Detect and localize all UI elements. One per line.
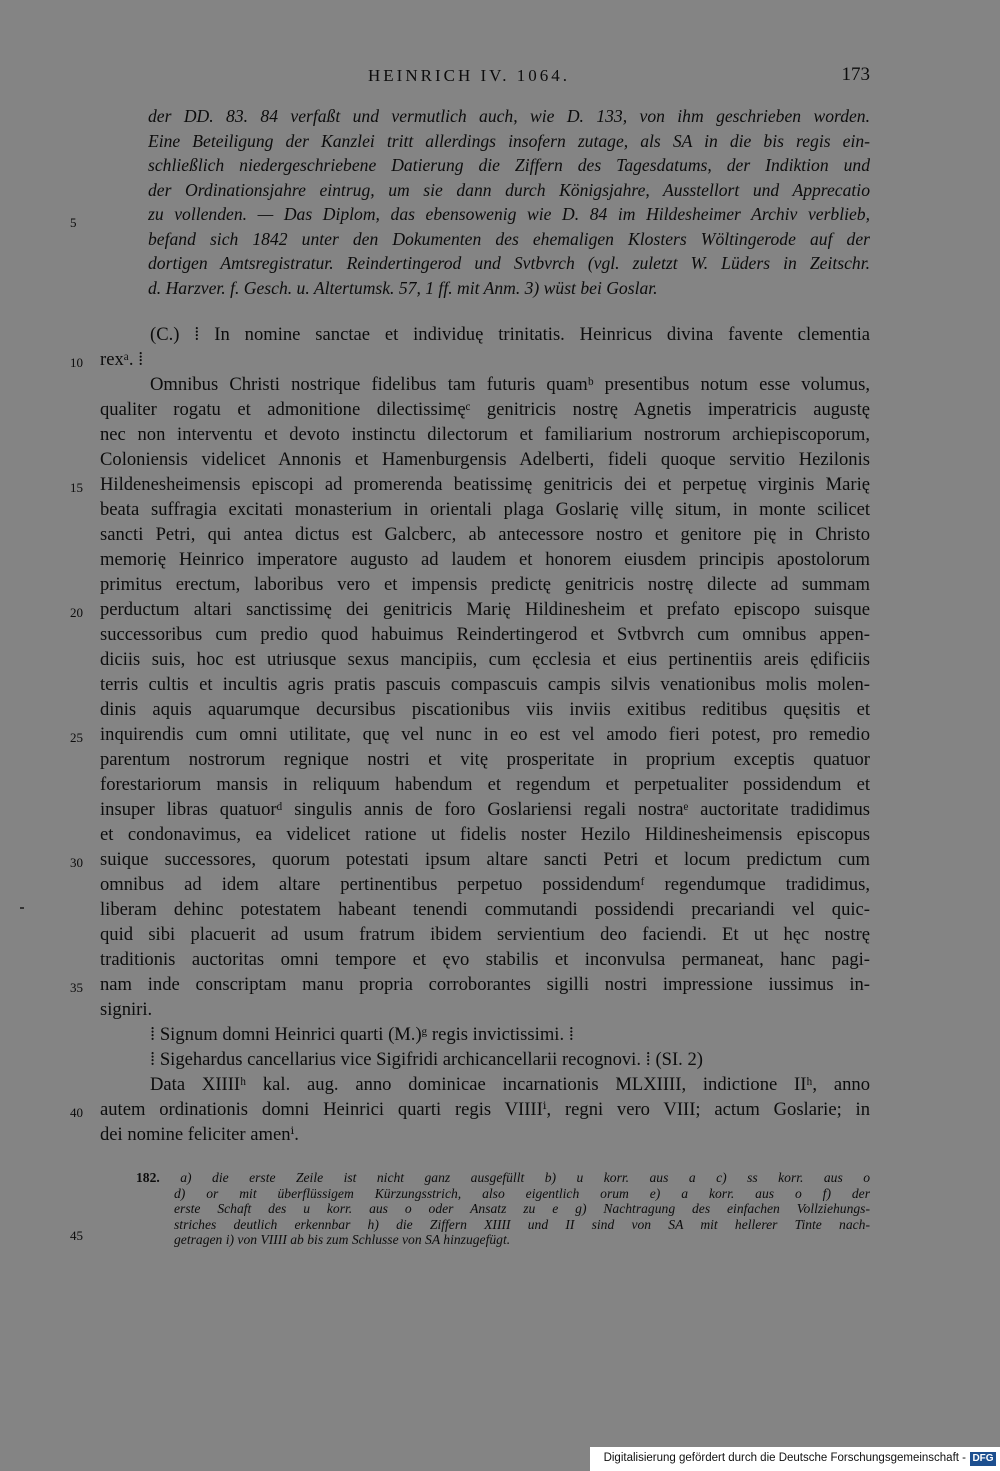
line-number: 45 bbox=[70, 1228, 83, 1243]
page-number: 173 bbox=[841, 64, 870, 85]
intro-line: der DD. 83. 84 verfaßt und vermutlich auch, wie D. 133, von ihm geschrieben worden. bbox=[148, 106, 870, 126]
charter-line: primitus erectum, laboribus vero et impensis predictę genitricis nostrę dilecte ad summam bbox=[100, 574, 870, 595]
intro-line: dortigen Amtsregistratur. Reindertingerod und Svtbvrch (vgl. zuletzt W. Lüders in Zeitschr. bbox=[148, 253, 870, 273]
charter-line: parentum nostrorum regnique nostri et vitę prosperitate in proprium exceptis quatuor bbox=[100, 749, 870, 770]
intro-commentary bbox=[148, 104, 870, 300]
charter-line: nec non interventu et devoto instinctu dilectorum et familiarium nostrorum archiepiscoporum, bbox=[100, 424, 870, 445]
charter-line: omnibus ad idem altare pertinentibus perpetuo possidendumᶠ regendumque tradidimus, bbox=[100, 874, 870, 895]
charter-line: dinis aquis aquarumque decursibus piscationibus viis inviis exitibus reditibus quęsitis et bbox=[100, 699, 870, 720]
intro-line: d. Harzver. f. Gesch. u. Altertumsk. 57, 1 ff. mit Anm. 3) wüst bei Goslar. bbox=[148, 277, 658, 298]
line-number: 30 bbox=[70, 855, 83, 870]
charter-line: sancti Petri, qui antea dictus est Galcberc, ab antecessore nostro et genitore pię in Christo bbox=[100, 524, 870, 545]
charter-line: liberam dehinc potestatem habeant tenendi commutandi possidendi precariandi vel quic- bbox=[100, 899, 870, 920]
intro-line: zu vollenden. — Das Diplom, das ebensowenig wie D. 84 im Hildesheimer Archiv verblieb, bbox=[148, 204, 870, 224]
charter-line: memorię Heinrico imperatore augusto ad laudem et honorem eiusdem principis apostolorum bbox=[100, 549, 870, 570]
footnote-line bbox=[136, 1170, 870, 1186]
footnote-line: d) or mit überflüssigem Kürzungsstrich, also eigentlich orum e) a korr. aus o f) der bbox=[174, 1185, 870, 1201]
charter-line: rexᵃ. ⁞ bbox=[100, 349, 144, 370]
footnote-line: getragen i) von VIIII ab bis zum Schlusse von SA hinzugefügt. bbox=[174, 1232, 511, 1248]
intro-line: der Ordinationsjahre eintrug, um sie dann durch Königsjahre, Ausstellort und Apprecatio bbox=[148, 179, 870, 200]
charter-line: Hildenesheimensis episcopi ad promerenda beatissimę genitricis dei et perpetuę virginis Marię bbox=[100, 474, 870, 495]
footnote-line: erste Schaft des u korr. aus o oder Ansatz zu e g) Nachtragung des einfachen Vollziehungs- bbox=[174, 1201, 870, 1217]
footnote-apparatus bbox=[136, 1170, 870, 1248]
charter-line: suique successores, quorum potestati ipsum altare sancti Petri et locum predictum cum bbox=[100, 849, 870, 870]
charter-line: et condonavimus, ea videlicet ratione ut fidelis noster Hezilo Hildinesheimensis episcopus bbox=[100, 824, 870, 845]
charter-line: forestariorum mansis in reliquum habendum et regendum et perpetualiter possidendum et bbox=[100, 774, 870, 795]
dating-line: autem ordinationis domni Heinrici quarti regis VIIIIⁱ, regni vero VIII; actum Goslarie; in bbox=[100, 1099, 870, 1120]
charter-line: diciis suis, hoc est utriusque sexus mancipiis, cum ęcclesia et eius pertinentiis areis ędificiis bbox=[100, 649, 870, 670]
intro-line: Eine Beteiligung der Kanzlei tritt allerdings insofern zutage, als SA in die bis regis ein- bbox=[148, 130, 870, 151]
line-number: 25 bbox=[70, 730, 83, 745]
charter-line: (C.) ⁞ In nomine sanctae et individuę trinitatis. Heinricus divina favente clementia bbox=[150, 324, 870, 345]
charter-line: perductum altari sanctissimę dei genitricis Marię Hildinesheim et prefato episcopo suisque bbox=[100, 599, 870, 620]
charter-line: qualiter rogatu et admonitione dilectissimęᶜ genitricis nostrę Agnetis imperatricis augustę bbox=[100, 399, 870, 420]
charter-line: terris cultis et incultis agris pratis pascuis compascuis campis silvis venationibus molis molen- bbox=[100, 674, 870, 695]
line-number: 20 bbox=[70, 605, 83, 620]
dfg-logo: DFG bbox=[970, 1452, 996, 1466]
funding-text: Digitalisierung gefördert durch die Deutsche Forschungsgemeinschaft - bbox=[603, 1452, 966, 1464]
charter-line: signiri. bbox=[100, 999, 153, 1020]
intro-line: befand sich 1842 unter den Dokumenten des ehemaligen Klosters Wöltingerode auf der bbox=[148, 228, 870, 249]
recognition-line: ⁞ Sigehardus cancellarius vice Sigifridi archicancellarii recognovi. ⁞ (SI. 2) bbox=[150, 1049, 703, 1070]
line-number: 10 bbox=[70, 355, 83, 370]
footnote-number: 182. bbox=[136, 1170, 160, 1185]
dating-line: Data XIIIIʰ kal. aug. anno dominicae incarnationis MLXIIII, indictione IIʰ, anno bbox=[150, 1074, 870, 1095]
footnote-text: a) die erste Zeile ist nicht ganz ausgefüllt b) u korr. aus a c) ss korr. aus o bbox=[180, 1170, 870, 1185]
line-number: 40 bbox=[70, 1105, 83, 1120]
line-number: 5 bbox=[70, 215, 77, 230]
running-title: HEINRICH IV. 1064. bbox=[368, 66, 570, 85]
charter-line: successoribus cum predio quod habuimus Reindertingerod et Svtbvrch cum omnibus appen- bbox=[100, 624, 870, 645]
charter-line: inquirendis cum omni utilitate, quę vel nunc in eo est vel amodo fieri potest, pro remedio bbox=[100, 724, 870, 745]
charter-line: insuper libras quatuorᵈ singulis annis de foro Goslariensi regali nostraᵉ auctoritate tradidimus bbox=[100, 799, 870, 820]
charter-line: quid sibi placuerit ad usum fratrum ibidem servientium deo faciendi. Et ut hęc nostrę bbox=[100, 924, 870, 945]
line-number: 15 bbox=[70, 480, 83, 495]
page-header bbox=[100, 64, 870, 92]
funding-banner bbox=[590, 1447, 1000, 1471]
charter-text bbox=[100, 322, 870, 1147]
footnote-line: striches deutlich erkennbar h) die Ziffern XIIII und II sind von SA mit hellerer Tinte nach- bbox=[174, 1216, 870, 1232]
line-number: 35 bbox=[70, 980, 83, 995]
dating-line: dei nomine feliciter amenⁱ. bbox=[100, 1124, 299, 1145]
signum-line: ⁞ Signum domni Heinrici quarti (M.)ᵍ regis invictissimi. ⁞ bbox=[150, 1024, 574, 1045]
charter-line: traditionis auctoritas omni tempore et ęvo stabilis et inconvulsa permaneat, hanc pagi- bbox=[100, 949, 870, 970]
charter-line: Coloniensis videlicet Annonis et Hamenburgensis Adelberti, fideli quoque servitio Hezilonis bbox=[100, 449, 870, 470]
margin-mark bbox=[20, 907, 24, 909]
intro-line: schließlich niedergeschriebene Datierung die Ziffern des Tagesdatums, der Indiktion und bbox=[148, 155, 870, 175]
charter-line: beata suffragia excitati monasterium in orientali plaga Goslarię villę situm, in monte scilicet bbox=[100, 499, 870, 520]
charter-line: Omnibus Christi nostrique fidelibus tam futuris quamᵇ presentibus notum esse volumus, bbox=[150, 374, 870, 395]
charter-line: nam inde conscriptam manu propria corroborantes sigilli nostri impressione iussimus in- bbox=[100, 974, 870, 995]
